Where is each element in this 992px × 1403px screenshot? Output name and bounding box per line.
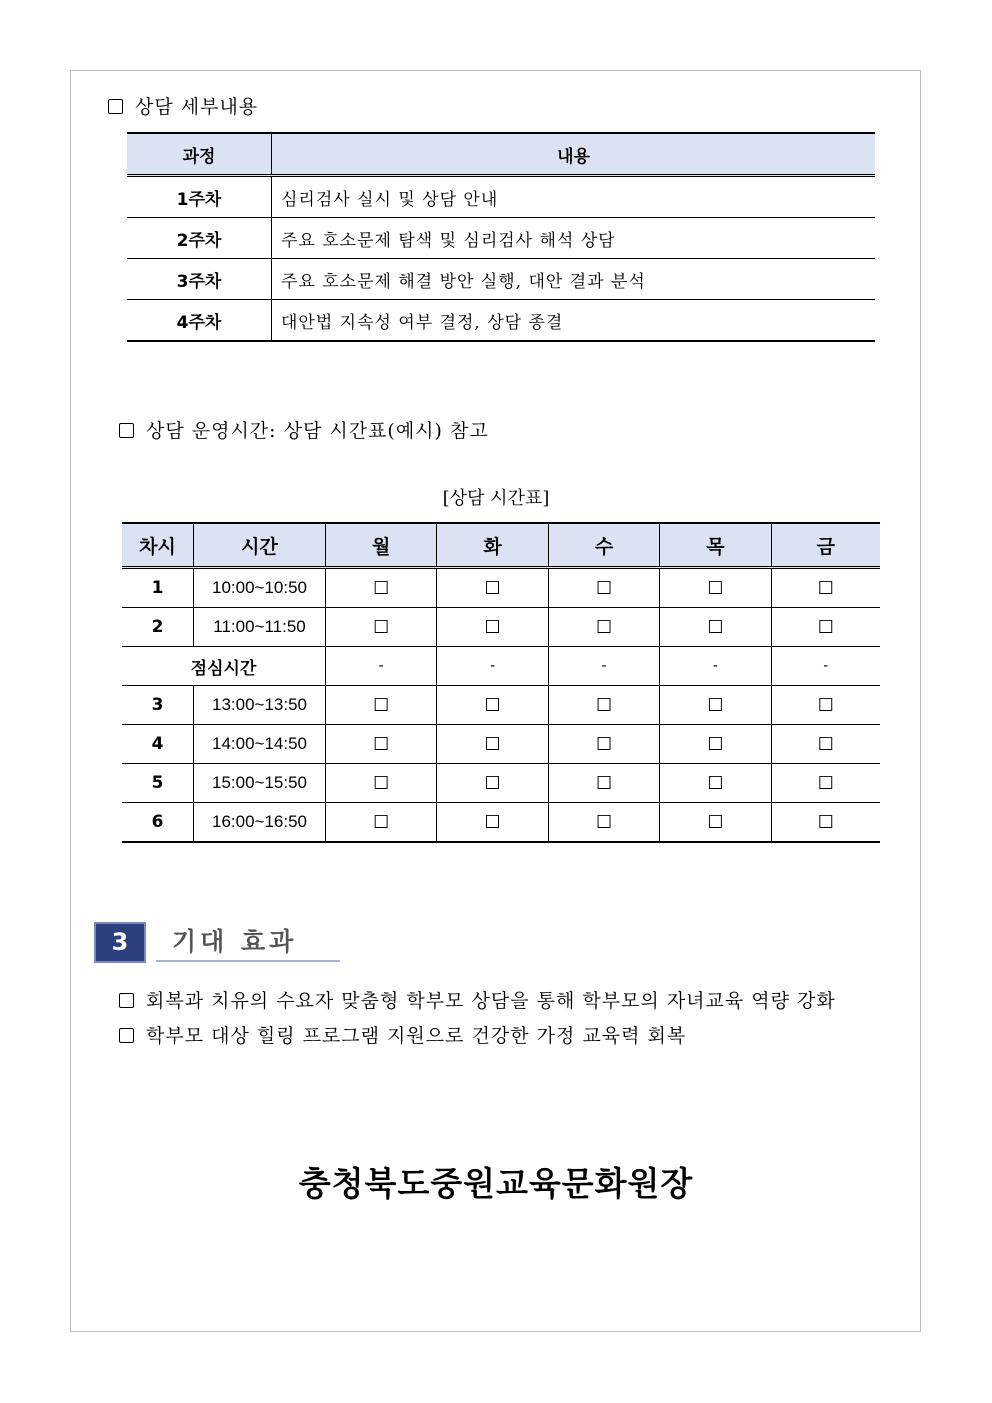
slot-checkbox[interactable]: ☐ (660, 608, 771, 647)
slot-checkbox[interactable]: ☐ (437, 764, 548, 803)
timetable-caption: [상담 시간표] (442, 488, 550, 509)
slot-checkbox[interactable]: ☐ (326, 686, 437, 725)
hours-heading: 상담 운영시간: 상담 시간표(예시) 참고 (119, 416, 489, 443)
section-title-underline (156, 960, 340, 962)
section-title: 기대 효과 (172, 927, 298, 956)
checkbox-square-icon (119, 993, 134, 1008)
lunch-row (122, 647, 880, 686)
session-cell: 4 (122, 725, 194, 764)
slot-checkbox[interactable]: ☐ (771, 686, 880, 725)
slot-checkbox[interactable]: ☐ (771, 608, 880, 647)
session-cell: 3 (122, 686, 194, 725)
time-cell: 11:00~11:50 (194, 608, 326, 647)
dash-cell: - (771, 647, 880, 686)
table-row (122, 764, 880, 803)
column-header: 시간 (194, 523, 326, 568)
slot-checkbox[interactable]: ☐ (660, 686, 771, 725)
column-header: 내용 (272, 133, 876, 176)
session-cell: 1 (122, 568, 194, 608)
slot-checkbox[interactable]: ☐ (437, 725, 548, 764)
step-cell: 2주차 (127, 218, 272, 259)
slot-checkbox[interactable]: ☐ (437, 686, 548, 725)
content-cell: 심리검사 실시 및 상담 안내 (272, 176, 876, 218)
table-row (122, 608, 880, 647)
section-number-badge: 3 (94, 922, 146, 963)
slot-checkbox[interactable]: ☐ (437, 568, 548, 608)
checkbox-square-icon (108, 99, 123, 114)
table-header-row (122, 523, 880, 568)
content-cell: 대안법 지속성 여부 결정, 상담 종결 (272, 300, 876, 342)
column-header: 월 (326, 523, 437, 568)
column-header: 차시 (122, 523, 194, 568)
time-cell: 14:00~14:50 (194, 725, 326, 764)
organization-name: 충청북도중원교육문화원장 (298, 1164, 694, 1203)
content-cell: 주요 호소문제 해결 방안 실행, 대안 결과 분석 (272, 259, 876, 300)
column-header: 금 (771, 523, 880, 568)
dash-cell: - (326, 647, 437, 686)
slot-checkbox[interactable]: ☐ (548, 686, 659, 725)
slot-checkbox[interactable]: ☐ (660, 803, 771, 843)
detail-heading: 상담 세부내용 (108, 92, 258, 119)
slot-checkbox[interactable]: ☐ (771, 725, 880, 764)
slot-checkbox[interactable]: ☐ (771, 803, 880, 843)
table-row (122, 725, 880, 764)
checkbox-square-icon (119, 1028, 134, 1043)
dash-cell: - (548, 647, 659, 686)
column-header: 과정 (127, 133, 272, 176)
table-row (122, 686, 880, 725)
dash-cell: - (660, 647, 771, 686)
content-cell: 주요 호소문제 탐색 및 심리검사 해석 상담 (272, 218, 876, 259)
table-row (127, 218, 875, 259)
column-header: 수 (548, 523, 659, 568)
dash-cell: - (437, 647, 548, 686)
step-cell: 4주차 (127, 300, 272, 342)
session-cell: 6 (122, 803, 194, 843)
time-cell: 16:00~16:50 (194, 803, 326, 843)
session-cell: 2 (122, 608, 194, 647)
slot-checkbox[interactable]: ☐ (660, 764, 771, 803)
slot-checkbox[interactable]: ☐ (548, 725, 659, 764)
slot-checkbox[interactable]: ☐ (326, 764, 437, 803)
slot-checkbox[interactable]: ☐ (660, 568, 771, 608)
table-row (127, 259, 875, 300)
slot-checkbox[interactable]: ☐ (548, 608, 659, 647)
session-cell: 5 (122, 764, 194, 803)
slot-checkbox[interactable]: ☐ (548, 764, 659, 803)
table-row (122, 568, 880, 608)
detail-table (127, 132, 875, 342)
time-cell: 10:00~10:50 (194, 568, 326, 608)
table-row (127, 300, 875, 342)
table-row (127, 176, 875, 218)
checkbox-square-icon (119, 423, 134, 438)
table-header-row (127, 133, 875, 176)
slot-checkbox[interactable]: ☐ (660, 725, 771, 764)
column-header: 목 (660, 523, 771, 568)
slot-checkbox[interactable]: ☐ (326, 608, 437, 647)
effect-bullet: 회복과 치유의 수요자 맞춤형 학부모 상담을 통해 학부모의 자녀교육 역량 강화 (119, 986, 836, 1013)
time-cell: 15:00~15:50 (194, 764, 326, 803)
step-cell: 1주차 (127, 176, 272, 218)
slot-checkbox[interactable]: ☐ (548, 803, 659, 843)
timetable (122, 522, 880, 843)
time-cell: 13:00~13:50 (194, 686, 326, 725)
slot-checkbox[interactable]: ☐ (771, 568, 880, 608)
effect-bullet: 학부모 대상 힐링 프로그램 지원으로 건강한 가정 교육력 회복 (119, 1021, 686, 1048)
slot-checkbox[interactable]: ☐ (548, 568, 659, 608)
slot-checkbox[interactable]: ☐ (326, 568, 437, 608)
lunch-cell: 점심시간 (122, 647, 326, 686)
slot-checkbox[interactable]: ☐ (437, 803, 548, 843)
slot-checkbox[interactable]: ☐ (326, 725, 437, 764)
table-row (122, 803, 880, 843)
slot-checkbox[interactable]: ☐ (771, 764, 880, 803)
slot-checkbox[interactable]: ☐ (326, 803, 437, 843)
step-cell: 3주차 (127, 259, 272, 300)
column-header: 화 (437, 523, 548, 568)
slot-checkbox[interactable]: ☐ (437, 608, 548, 647)
